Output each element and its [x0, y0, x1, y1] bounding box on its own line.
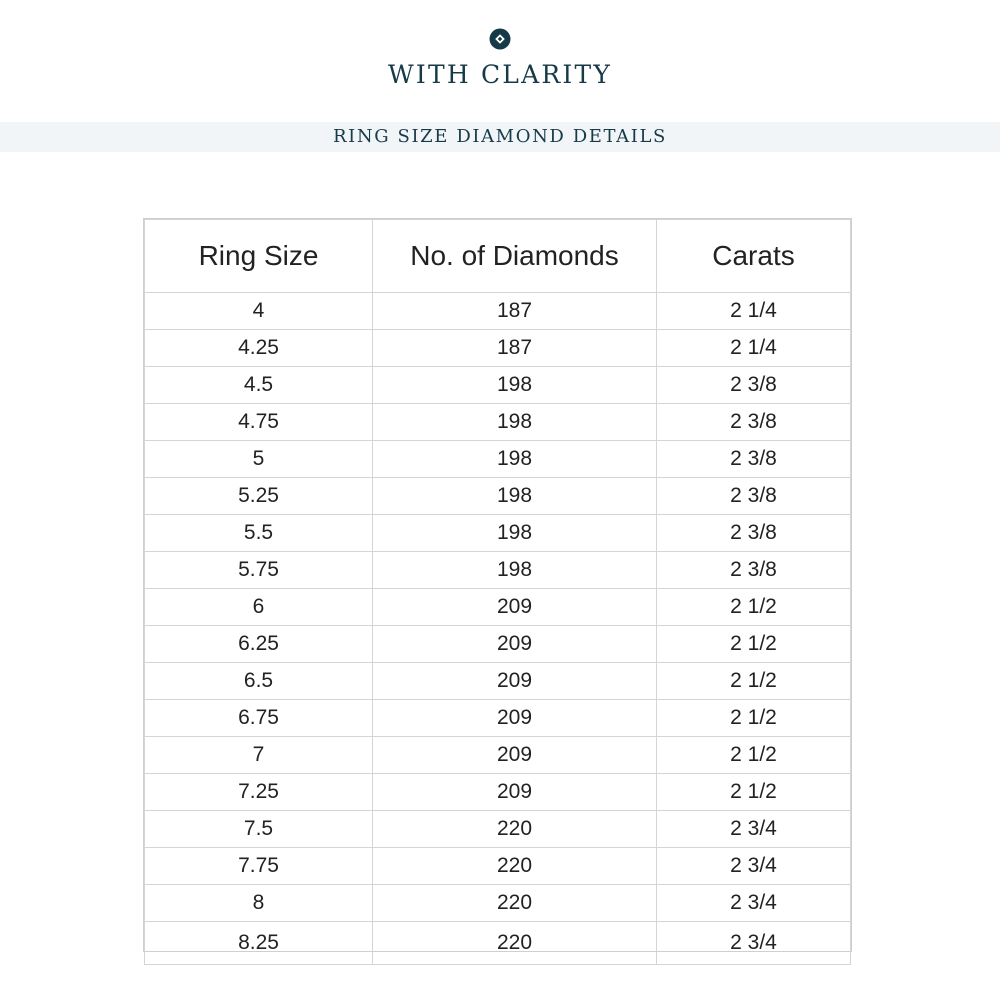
diamond-circle-icon	[489, 28, 511, 50]
table-row	[145, 441, 851, 478]
diamond-count-cell: 187	[373, 330, 657, 367]
diamond-count-cell: 209	[373, 626, 657, 663]
ring-size-cell: 5.75	[145, 552, 373, 589]
table-row	[145, 848, 851, 885]
table-row	[145, 478, 851, 515]
ring-size-cell: 5.25	[145, 478, 373, 515]
ring-size-cell: 8.25	[145, 922, 373, 965]
carats-cell: 2 3/8	[657, 441, 851, 478]
ring-size-cell: 4.5	[145, 367, 373, 404]
carats-cell: 2 3/8	[657, 404, 851, 441]
table-row	[145, 589, 851, 626]
table-row	[145, 811, 851, 848]
carats-cell: 2 1/2	[657, 663, 851, 700]
table-header-row	[145, 220, 851, 293]
ring-size-cell: 6	[145, 589, 373, 626]
table-row	[145, 922, 851, 965]
table-row	[145, 552, 851, 589]
diamond-count-cell: 198	[373, 478, 657, 515]
diamond-count-cell: 198	[373, 441, 657, 478]
table-row	[145, 885, 851, 922]
carats-cell: 2 1/4	[657, 330, 851, 367]
carats-cell: 2 3/8	[657, 478, 851, 515]
carats-cell: 2 1/2	[657, 700, 851, 737]
table-row	[145, 330, 851, 367]
table-row	[145, 626, 851, 663]
carats-cell: 2 3/4	[657, 885, 851, 922]
ring-size-cell: 6.5	[145, 663, 373, 700]
diamond-count-cell: 209	[373, 589, 657, 626]
carats-cell: 2 3/8	[657, 515, 851, 552]
ring-size-cell: 4.75	[145, 404, 373, 441]
diamond-count-cell: 220	[373, 848, 657, 885]
column-header-carats: Carats	[657, 220, 851, 293]
column-header-ring-size: Ring Size	[145, 220, 373, 293]
diamond-count-cell: 220	[373, 922, 657, 965]
table-row	[145, 404, 851, 441]
diamond-count-cell: 220	[373, 885, 657, 922]
ring-size-cell: 4	[145, 293, 373, 330]
ring-size-cell: 7.5	[145, 811, 373, 848]
ring-size-table	[144, 219, 851, 965]
table-row	[145, 700, 851, 737]
table-row	[145, 293, 851, 330]
ring-size-cell: 7	[145, 737, 373, 774]
table-row	[145, 774, 851, 811]
diamond-count-cell: 187	[373, 293, 657, 330]
diamond-count-cell: 220	[373, 811, 657, 848]
column-header-no-of-diamonds: No. of Diamonds	[373, 220, 657, 293]
carats-cell: 2 3/4	[657, 848, 851, 885]
diamond-count-cell: 198	[373, 515, 657, 552]
ring-size-cell: 6.25	[145, 626, 373, 663]
ring-size-cell: 8	[145, 885, 373, 922]
diamond-count-cell: 198	[373, 552, 657, 589]
carats-cell: 2 3/8	[657, 367, 851, 404]
brand-name: WITH CLARITY	[387, 60, 613, 89]
ring-size-table-container	[143, 218, 852, 952]
table-row	[145, 737, 851, 774]
title-bar	[0, 122, 1000, 152]
diamond-count-cell: 209	[373, 663, 657, 700]
diamond-count-cell: 198	[373, 404, 657, 441]
diamond-count-cell: 209	[373, 700, 657, 737]
carats-cell: 2 1/2	[657, 589, 851, 626]
carats-cell: 2 3/4	[657, 811, 851, 848]
diamond-count-cell: 209	[373, 774, 657, 811]
ring-size-cell: 7.25	[145, 774, 373, 811]
diamond-count-cell: 198	[373, 367, 657, 404]
carats-cell: 2 1/2	[657, 774, 851, 811]
table-row	[145, 515, 851, 552]
ring-size-cell: 6.75	[145, 700, 373, 737]
table-body	[145, 293, 851, 965]
ring-size-cell: 5	[145, 441, 373, 478]
ring-size-cell: 4.25	[145, 330, 373, 367]
carats-cell: 2 3/4	[657, 922, 851, 965]
page-title: RING SIZE DIAMOND DETAILS	[333, 126, 667, 147]
diamond-count-cell: 209	[373, 737, 657, 774]
carats-cell: 2 1/4	[657, 293, 851, 330]
table-row	[145, 367, 851, 404]
ring-size-cell: 5.5	[145, 515, 373, 552]
carats-cell: 2 1/2	[657, 737, 851, 774]
carats-cell: 2 3/8	[657, 552, 851, 589]
ring-size-cell: 7.75	[145, 848, 373, 885]
carats-cell: 2 1/2	[657, 626, 851, 663]
table-row	[145, 663, 851, 700]
